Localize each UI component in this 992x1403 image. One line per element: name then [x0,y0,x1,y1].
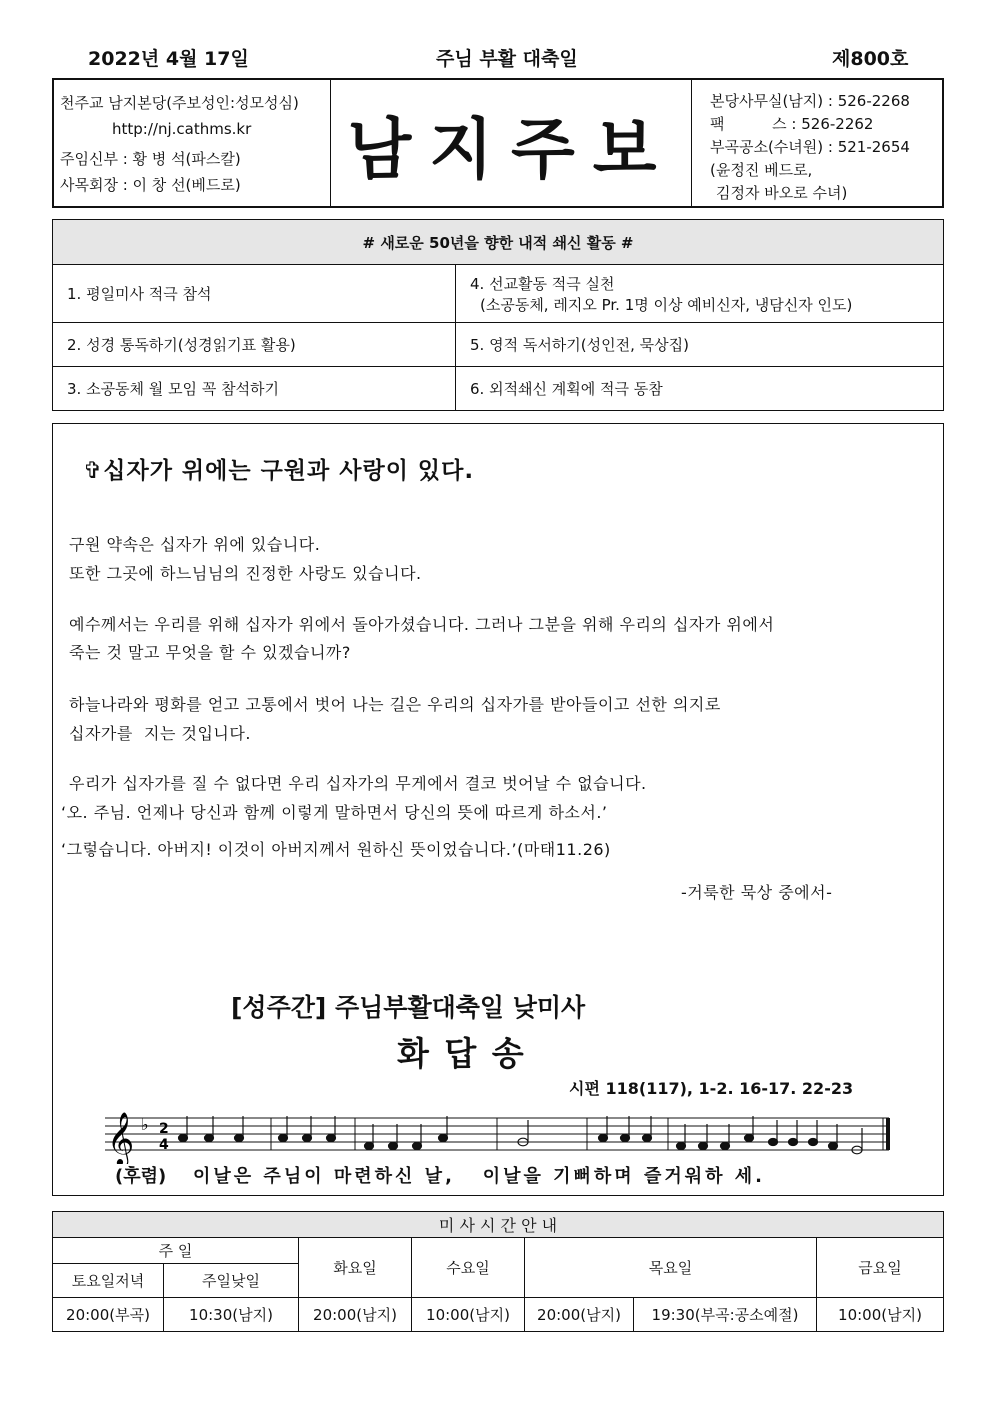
mass-time: 20:00(부곡) [53,1298,164,1332]
renewal-item: 2. 성경 통독하기(성경읽기표 활용) [53,323,456,367]
reflection-source: -거룩한 묵상 중에서- [681,883,833,902]
masthead-title-cell [331,80,692,206]
issue-number: 제800호 [832,48,909,70]
psalm-reference: 시편 118(117), 1-2. 16-17. 22-23 [569,1079,854,1098]
refrain-lyrics: 이날은 주님이 마련하신 날, 이날을 기뻐하며 즐거워하 세. [193,1166,765,1187]
flat-icon: ♭ [141,1115,149,1134]
bulletin-title: 남지주보 [347,109,675,188]
reflection-line: 구원 약속은 십자가 위에 있습니다. [69,535,321,554]
bulletin-date: 2022년 4월 17일 [88,48,249,70]
fax-number: 팩 스 : 526-2262 [710,115,874,133]
renewal-table [52,219,944,411]
final-barline [886,1118,890,1150]
reflection-line: 우리가 십자가를 질 수 없다면 우리 십자가의 무게에서 결코 벗어날 수 없습니다. [69,774,647,793]
renewal-item-text: 4. 선교활동 적극 실천 [470,274,615,293]
sunday-day-header: 주일낮일 [164,1264,299,1298]
renewal-item: 6. 외적쇄신 계획에 적극 동참 [456,367,944,411]
parish-info [54,80,331,206]
mass-time: 10:00(남지) [817,1298,944,1332]
chairman-name: 사목회장 : 이 창 선(베드로) [60,176,241,194]
mass-time: 10:30(남지) [164,1298,299,1332]
renewal-item: 1. 평일미사 적극 참석 [53,265,456,323]
pastor-name: 주임신부 : 황 병 석(파스칼) [60,150,241,168]
reflection-title: ✞십자가 위에는 구원과 사랑이 있다. [83,458,475,484]
reflection-line: 하늘나라와 평화를 얻고 고통에서 벗어 나는 길은 우리의 십자가를 받아들이고 선한 의지로 [69,695,721,714]
contact-info [692,80,942,206]
mass-time: 19:30(부곡:공소예절) [634,1298,817,1332]
mass-schedule-table [52,1211,944,1332]
saturday-evening-header: 토요일저녁 [53,1264,164,1298]
music-staff [103,1104,893,1164]
mass-time: 20:00(남지) [299,1298,412,1332]
parish-name: 천주교 남지본당(주보성인:성모성심) [60,94,299,112]
renewal-item: 5. 영적 독서하기(성인전, 묵상집) [456,323,944,367]
parish-url[interactable]: http://nj.cathms.kr [112,120,252,138]
office-phone: 본당사무실(남지) : 526-2268 [710,92,910,110]
sisters-line-2: 김정자 바오로 수녀) [716,184,848,202]
mass-time: 10:00(남지) [412,1298,525,1332]
renewal-item-detail: (소공동체, 레지오 Pr. 1명 이상 예비신자, 냉담신자 인도) [480,295,853,314]
reflection-line: 죽는 것 말고 무엇을 할 수 있겠습니까? [69,643,351,662]
mass-schedule-title: 미 사 시 간 안 내 [53,1212,944,1238]
renewal-item [456,265,944,323]
mass-time: 20:00(남지) [525,1298,634,1332]
melody-notes [179,1116,863,1154]
reflection-line: 십자가를 지는 것입니다. [69,724,251,743]
convent-phone: 부곡공소(수녀원) : 521-2654 [710,138,910,156]
time-signature-bottom: 4 [159,1137,169,1153]
thursday-header: 목요일 [525,1238,817,1298]
wednesday-header: 수요일 [412,1238,525,1298]
sunday-header: 주 일 [53,1238,299,1264]
reflection-line: ‘그렇습니다. 아버지! 이것이 아버지께서 원하신 뜻이었습니다.’(마태11.26) [61,840,611,859]
renewal-item: 3. 소공동체 월 모임 꼭 참석하기 [53,367,456,411]
psalm-title: 화 답 송 [397,1034,526,1073]
treble-clef-icon: 𝄞 [107,1111,135,1164]
refrain-label: (후렴) [115,1166,167,1187]
psalm-heading: [성주간] 주님부활대축일 낮미사 [231,993,586,1022]
reflection-line: ‘오. 주님. 언제나 당신과 함께 이렇게 말하면서 당신의 뜻에 따르게 하소서.’ [61,803,608,822]
reflection-line: 예수께서는 우리를 위해 십자가 위에서 돌아가셨습니다. 그러나 그분을 위해 우리의 십자가 위에서 [69,615,775,634]
renewal-title: # 새로운 50년을 향한 내적 쇄신 활동 # [53,220,944,265]
reflection-box [52,423,944,1196]
tuesday-header: 화요일 [299,1238,412,1298]
friday-header: 금요일 [817,1238,944,1298]
sisters-line-1: (윤정진 베드로, [710,161,813,179]
reflection-line: 또한 그곳에 하느님님의 진정한 사랑도 있습니다. [69,564,422,583]
feast-name: 주님 부활 대축일 [436,48,578,70]
masthead [52,78,944,208]
time-signature-top: 2 [159,1121,169,1137]
